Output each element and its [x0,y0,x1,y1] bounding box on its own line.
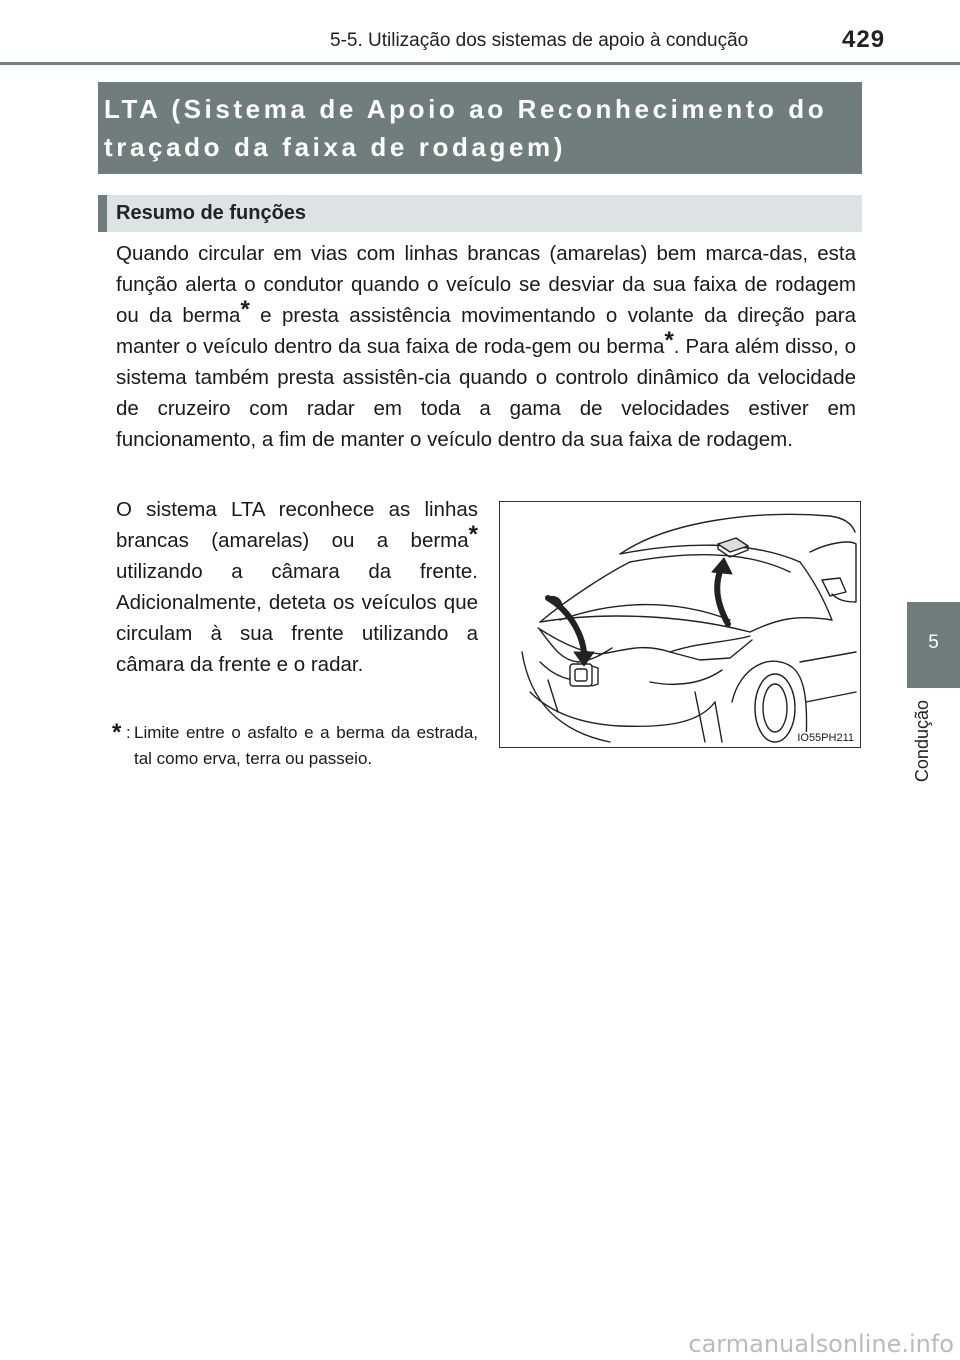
chapter-tab [907,602,960,688]
footnote-reference: * [468,521,478,548]
intro-text-part1: Quando circular em vias com linhas brancas (amarelas) bem marca-das, esta função alerta o condutor quando o veículo se desviar da sua faixa de rodagem ou da berma [116,242,856,327]
section-title-line2: traçado da faixa de rodagem) [104,132,567,162]
footnote-reference: * [664,327,674,354]
intro-text-part3: . Para além disso, o sistema também presta assistên-cia quando o controlo dinâmico da velocidade de cruzeiro com radar em toda a gama de velocidades estiver em funcionamento, a fim de manter o veículo dentro da sua faixa de rodagem. [116,335,857,451]
footnote-text: Limite entre o asfalto e a berma da estrada, tal como erva, terra ou passeio. [134,723,478,768]
sensor-text-part2: utilizando a câmara da frente. Adicionalmente, deteta os veículos que circulam à sua frente utilizando a câmara da frente e o radar. [116,560,478,676]
header-section-title: 5-5. Utilização dos sistemas de apoio à condução [330,30,749,51]
intro-paragraph [116,238,856,455]
footnote-colon: : [126,723,131,742]
sensor-paragraph [116,494,478,680]
footnote [112,720,478,772]
figure-code: IO55PH211 [797,732,854,744]
footnote-reference: * [240,296,250,323]
vehicle-illustration [500,502,861,748]
subsection-accent [98,195,107,232]
section-title-box [98,82,862,174]
section-title-line1: LTA (Sistema de Apoio ao Reconhecimento do [104,94,828,124]
header-rule [0,62,960,65]
section-title [104,90,852,166]
vehicle-figure [499,501,861,748]
page-number: 429 [842,26,886,53]
subsection-title: Resumo de funções [116,202,307,224]
chapter-number: 5 [928,632,939,653]
watermark: carmanualsonline.info [688,1330,954,1358]
footnote-mark: * [112,719,122,746]
intro-text-part2: e presta assistência movimentando o volante da direção para manter o veículo dentro da sua faixa de roda-gem ou berma [116,304,856,358]
sensor-text-part1: O sistema LTA reconhece as linhas brancas (amarelas) ou a berma [116,498,478,552]
subsection-bar [98,195,862,232]
chapter-label: Condução [912,700,932,783]
